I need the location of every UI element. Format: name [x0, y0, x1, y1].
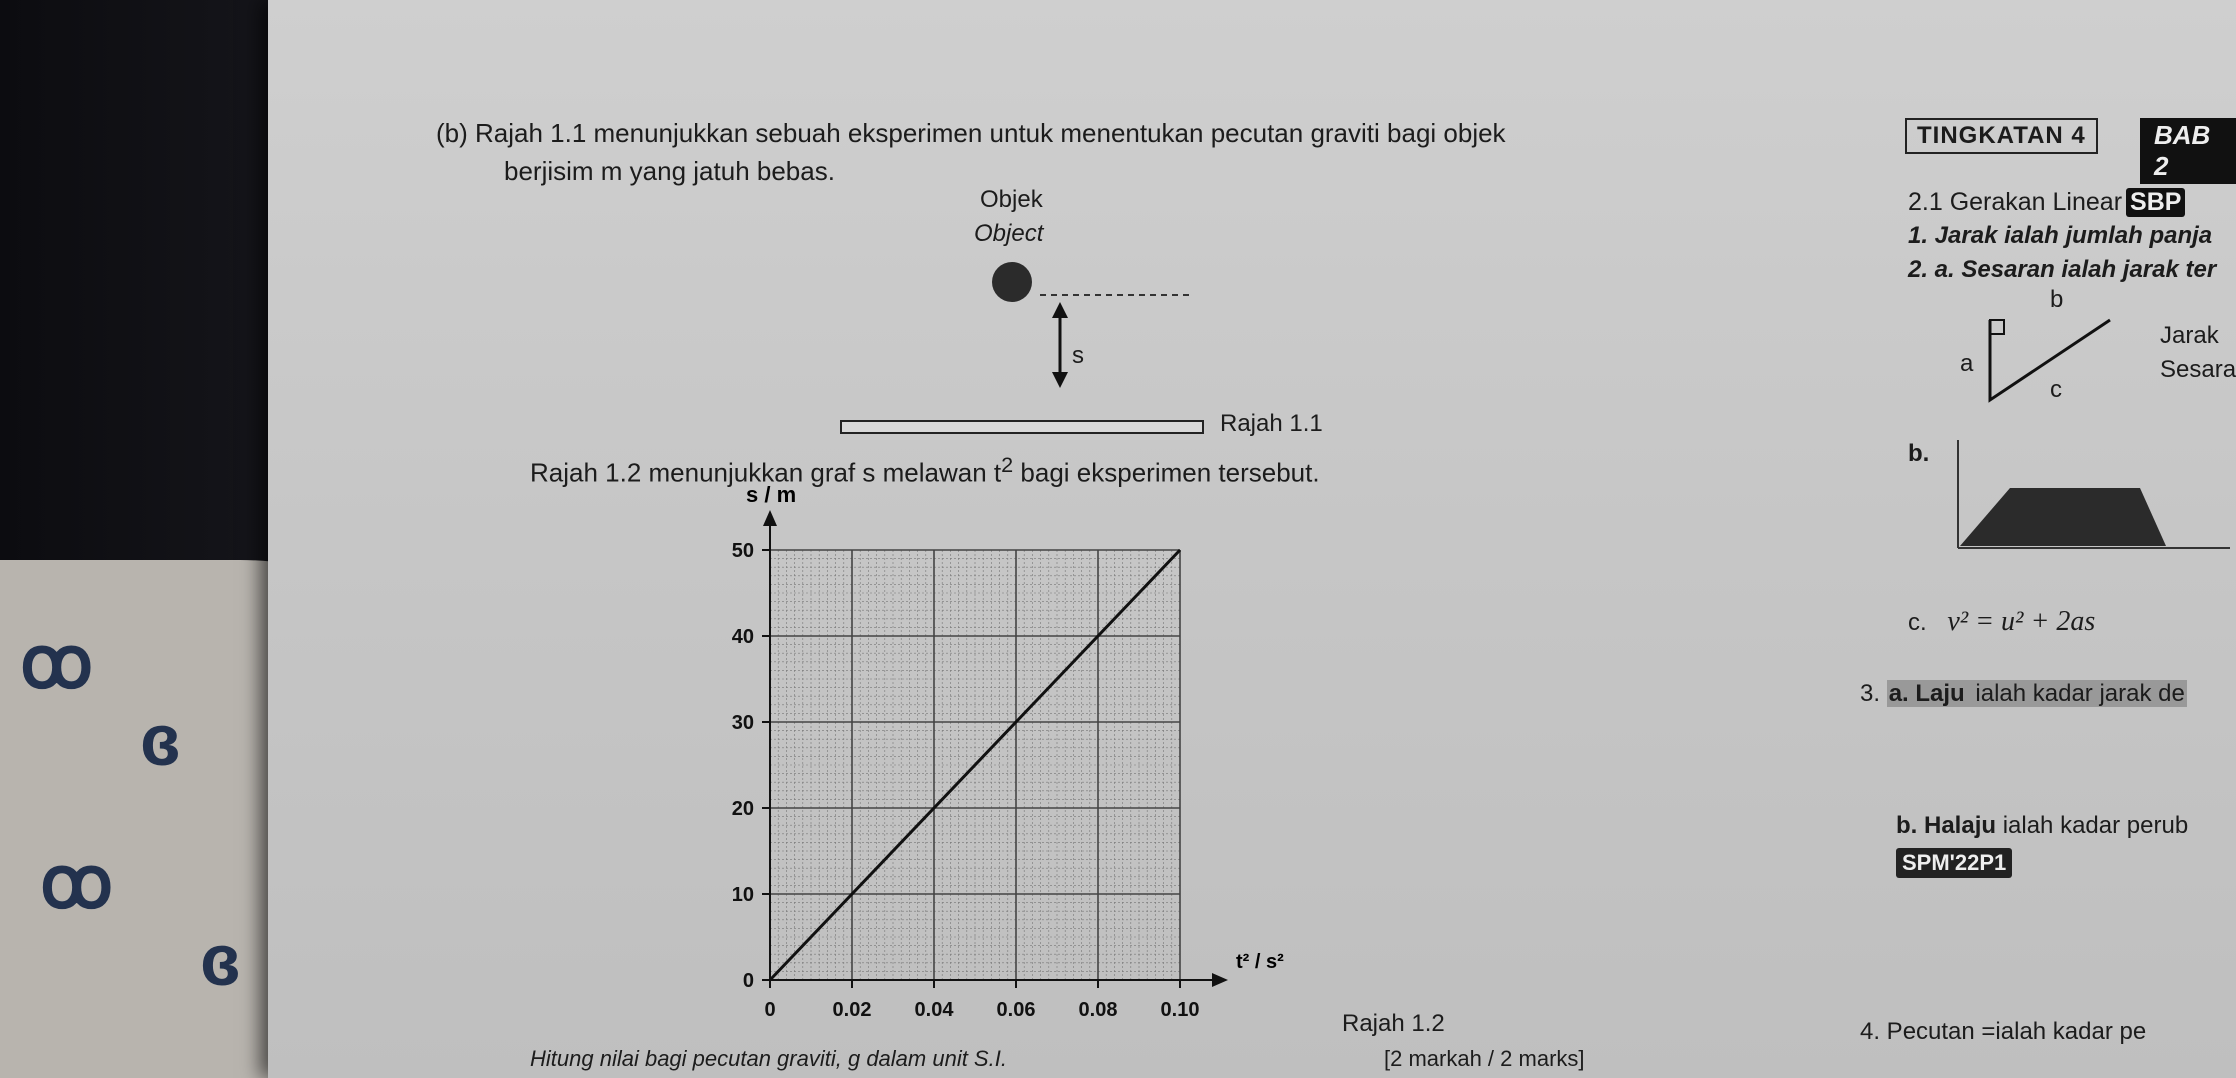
item2c-label: c. [1908, 609, 1927, 636]
x-tick-label: 0 [764, 999, 776, 1021]
notes-item-1: 1. Jarak ialah jumlah panja [1908, 222, 2213, 249]
y-tick-label: 50 [731, 540, 754, 562]
question-task: Hitung nilai bagi pecutan graviti, g dalam unit S.I. [530, 1046, 1007, 1071]
chapter-tag: BAB 2 [2140, 118, 2236, 184]
notes-item-2b: b. [1908, 440, 1930, 467]
y-tick-label: 10 [731, 884, 754, 906]
jarak-label: Jarak [2160, 322, 2219, 349]
x-tick-label: 0.10 [1160, 999, 1200, 1021]
falling-object [992, 262, 1032, 302]
y-tick-label: 30 [731, 712, 754, 734]
graph-tick-labels [732, 540, 1200, 1021]
diagram-label-c: c [2050, 376, 2062, 403]
sesaran-label: Sesara [2160, 356, 2236, 383]
item3b-text: ialah kadar perub [1996, 812, 2189, 839]
question-line-2: berjisim m yang jatuh bebas. [504, 156, 835, 186]
notes-item-2c [1908, 606, 2095, 638]
notes-item-4: 4. Pecutan =ialah kadar pe [1860, 1018, 2147, 1045]
y-tick-label: 20 [731, 798, 754, 820]
notes-item-2a: 2. a. Sesaran ialah jarak ter [1908, 256, 2217, 283]
y-tick-label: 0 [742, 970, 754, 992]
sbp-badge: SBP [2126, 188, 2185, 217]
distance-s-label: s [1072, 342, 1084, 369]
right-angle-mark [1990, 320, 2004, 334]
graph-s-vs-t2 [680, 480, 1360, 1040]
diagram-label-b: b [2050, 286, 2064, 313]
marks-label: [2 markah / 2 marks] [1384, 1046, 1585, 1071]
x-tick-label: 0.06 [996, 999, 1036, 1021]
notes-section-title [1908, 188, 2185, 217]
notes-item-3a [1860, 680, 2187, 708]
figure-1-1-caption: Rajah 1.1 [1220, 410, 1323, 437]
fabric-pattern: ɞ [140, 701, 181, 781]
question-line-1: (b) Rajah 1.1 menunjukkan sebuah eksperimen untuk menentukan pecutan graviti bagi objek [436, 118, 1506, 148]
velocity-graph-sketch [1950, 440, 2236, 560]
figure-1-2-caption: Rajah 1.2 [1342, 1010, 1445, 1037]
line3-sup: 2 [1001, 452, 1014, 477]
x-axis-arrow [1212, 973, 1228, 987]
x-tick-label: 0.02 [832, 999, 872, 1021]
item3a-text: ialah kadar jarak de [1968, 680, 2185, 707]
fabric-pattern: ꝏ [40, 843, 114, 923]
y-tick-label: 40 [731, 626, 754, 648]
object-label-en: Object [974, 220, 1044, 247]
spm-badge: SPM'22P1 [1896, 848, 2012, 878]
fabric-pattern: ꝏ [20, 623, 94, 703]
kinematics-equation: v² = u² + 2as [1947, 606, 2096, 637]
diagram-label-a: a [1960, 350, 1974, 377]
sketch-shaded-area [1960, 488, 2166, 546]
notes-item-3b [1896, 812, 2188, 840]
arrow-head-up [1052, 302, 1068, 318]
x-tick-label: 0.04 [914, 999, 954, 1021]
section-title-text: 2.1 Gerakan Linear [1908, 188, 2123, 216]
displacement-diagram [1950, 300, 2130, 420]
fabric-pattern: ɞ [200, 921, 241, 1001]
figure-1-1-diagram [830, 250, 1210, 410]
x-tick-label: 0.08 [1078, 999, 1118, 1021]
y-axis-label: s / m [746, 482, 797, 507]
object-label-ms: Objek [980, 186, 1043, 213]
arrow-head-down [1052, 372, 1068, 388]
item3b-keyword: b. Halaju [1896, 812, 1997, 839]
ground-plate [840, 420, 1204, 434]
form-level-tag: TINGKATAN 4 [1905, 118, 2098, 154]
y-axis-arrow [763, 510, 777, 526]
item3a-keyword: a. Laju [1888, 680, 1965, 707]
item3-number: 3. [1860, 680, 1881, 707]
line3-text: Rajah 1.2 menunjukkan graf s melawan t [530, 457, 1002, 488]
x-axis-label: t² / s² [1236, 951, 1284, 973]
line3-text-end: bagi eksperimen tersebut. [1013, 457, 1320, 488]
